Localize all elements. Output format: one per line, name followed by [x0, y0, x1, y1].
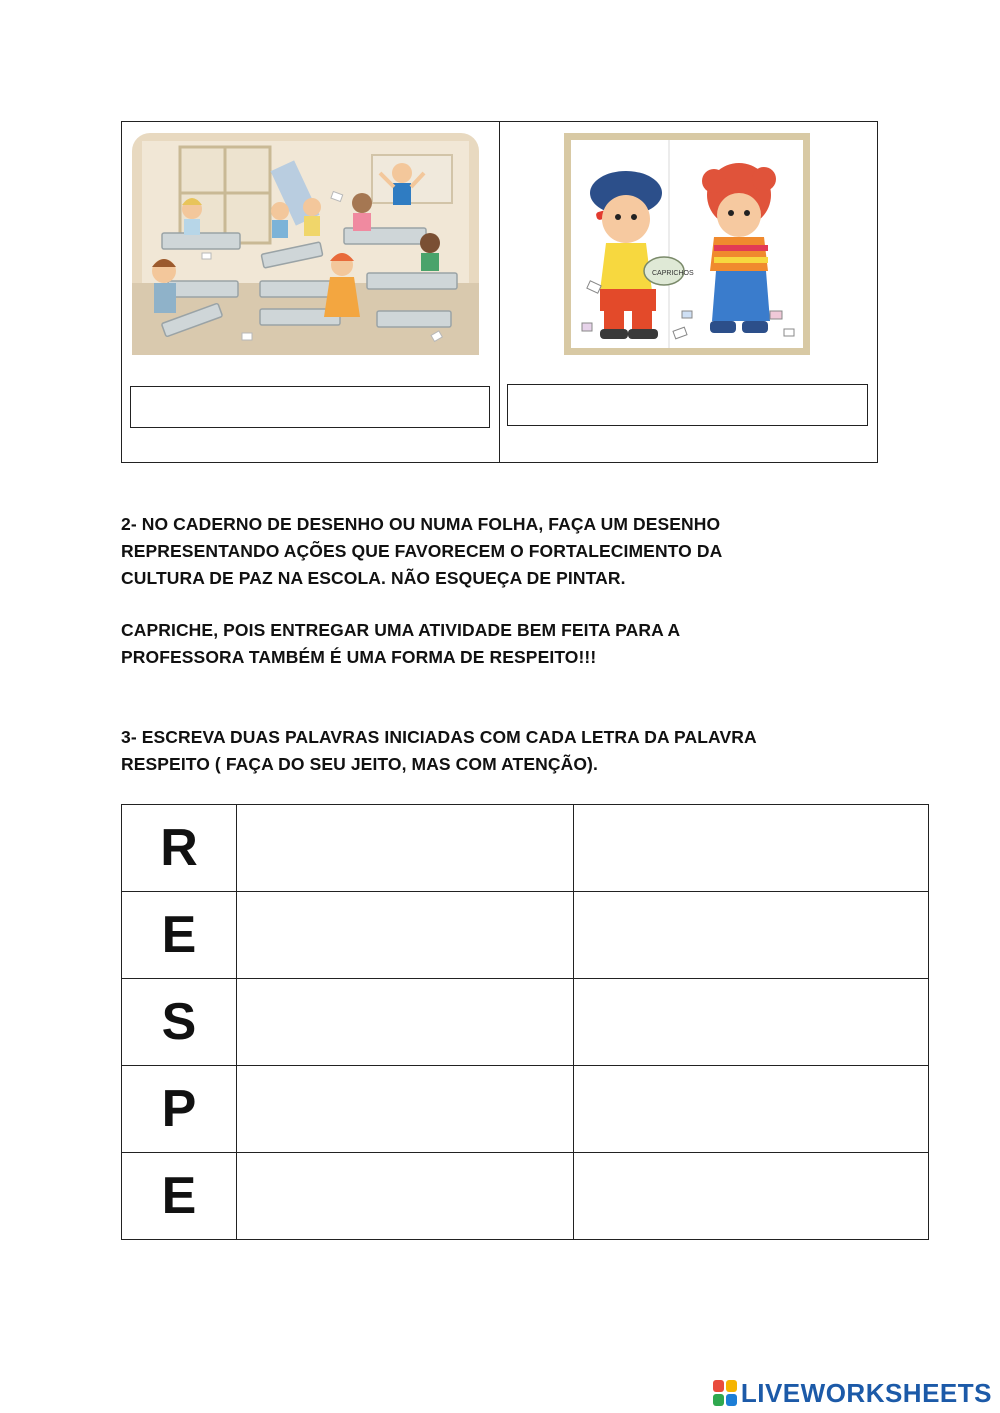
section-2-instructions — [121, 511, 881, 592]
note-line-1: CAPRICHE, POIS ENTREGAR UMA ATIVIDADE BEM FEITA PARA A — [121, 620, 681, 640]
kids-littering-illustration — [564, 133, 810, 355]
letter-cell: E — [122, 1153, 237, 1240]
note-line-2: PROFESSORA TAMBÉM É UMA FORMA DE RESPEITO!!! — [121, 647, 597, 667]
section-3-line-1: 3- ESCREVA DUAS PALAVRAS INICIADAS COM CADA LETRA DA PALAVRA — [121, 727, 757, 747]
kids-picture — [564, 133, 810, 355]
section-3-instructions — [121, 724, 901, 778]
word-input-cell[interactable] — [237, 1066, 574, 1153]
section-2-line-2: REPRESENTANDO AÇÕES QUE FAVORECEM O FORTALECIMENTO DA — [121, 541, 723, 561]
respect-note — [121, 617, 881, 671]
word-input-cell[interactable] — [574, 892, 929, 979]
word-input-cell[interactable] — [574, 979, 929, 1066]
picture-table — [121, 121, 878, 463]
table-row — [122, 892, 929, 979]
section-2-line-1: 2- NO CADERNO DE DESENHO OU NUMA FOLHA, FAÇA UM DESENHO — [121, 514, 721, 534]
word-input-cell[interactable] — [574, 1066, 929, 1153]
answer-box-left[interactable] — [130, 386, 490, 428]
word-input-cell[interactable] — [574, 1153, 929, 1240]
classroom-illustration — [132, 133, 479, 355]
section-3-line-2: RESPEITO ( FAÇA DO SEU JEITO, MAS COM ATENÇÃO). — [121, 754, 598, 774]
table-row — [122, 805, 929, 892]
letter-cell: R — [122, 805, 237, 892]
respeito-word-table — [121, 804, 929, 1240]
section-2-line-3: CULTURA DE PAZ NA ESCOLA. NÃO ESQUEÇA DE PINTAR. — [121, 568, 626, 588]
liveworksheets-mark-icon — [713, 1380, 737, 1406]
table-row — [122, 1066, 929, 1153]
word-input-cell[interactable] — [237, 805, 574, 892]
word-input-cell[interactable] — [237, 1153, 574, 1240]
table-row — [122, 1153, 929, 1240]
table-divider — [499, 122, 500, 462]
word-input-cell[interactable] — [237, 892, 574, 979]
word-input-cell[interactable] — [237, 979, 574, 1066]
word-input-cell[interactable] — [574, 805, 929, 892]
classroom-picture — [132, 133, 479, 355]
letter-cell: P — [122, 1066, 237, 1153]
answer-box-right[interactable] — [507, 384, 868, 426]
letter-cell: E — [122, 892, 237, 979]
letter-cell: S — [122, 979, 237, 1066]
table-row — [122, 979, 929, 1066]
liveworksheets-logo — [713, 1378, 992, 1408]
brand-name: LIVEWORKSHEETS — [740, 1377, 992, 1408]
bag-label: CAPRICHOS — [652, 270, 694, 277]
